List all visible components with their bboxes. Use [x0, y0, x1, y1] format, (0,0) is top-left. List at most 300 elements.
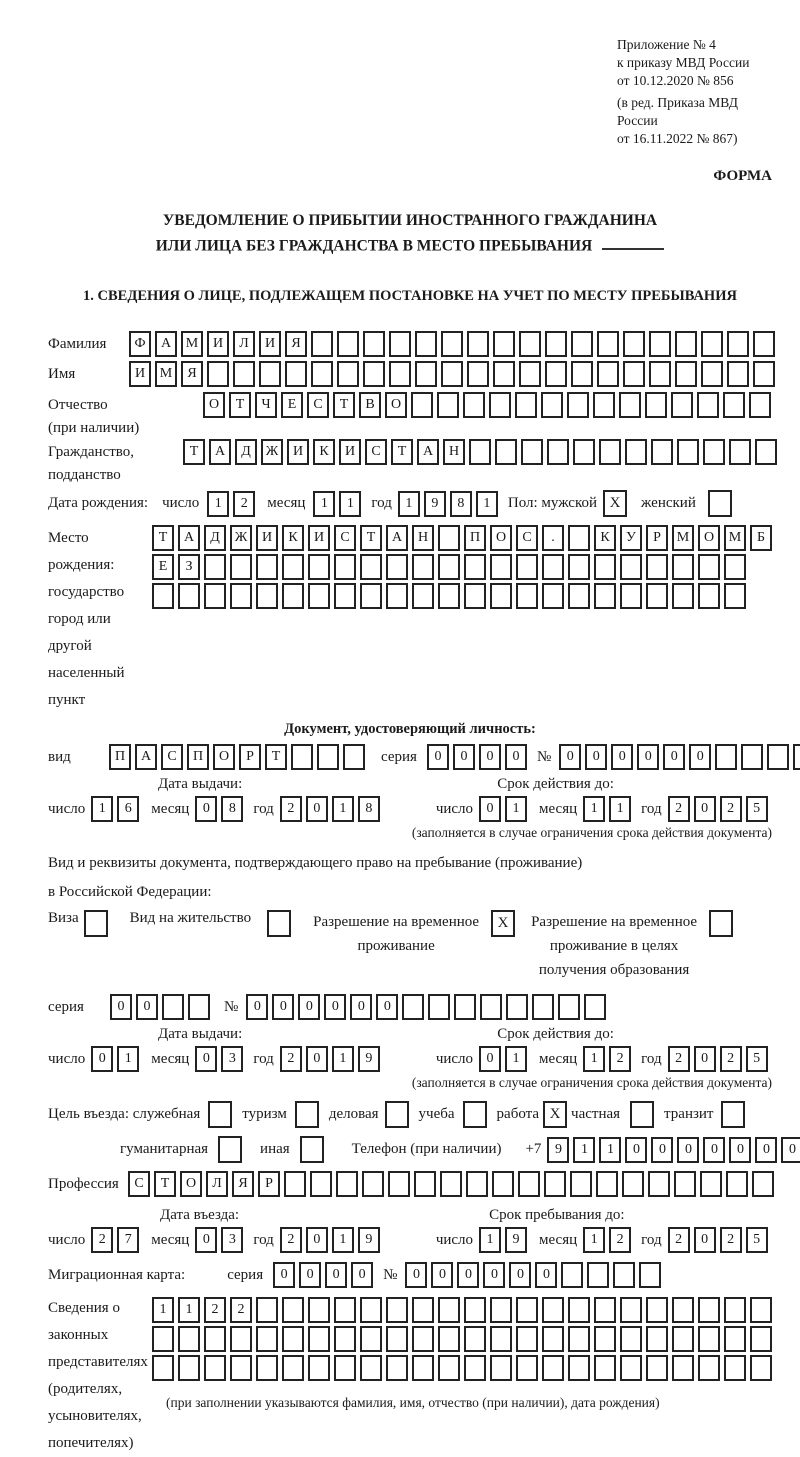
- char-cell[interactable]: [675, 331, 697, 357]
- char-cell[interactable]: [558, 994, 580, 1020]
- char-cell[interactable]: [415, 361, 437, 387]
- char-cell[interactable]: [438, 525, 460, 551]
- char-cell[interactable]: [256, 1297, 278, 1323]
- char-cell[interactable]: [490, 1355, 512, 1381]
- char-cell[interactable]: [466, 1171, 488, 1197]
- char-cell[interactable]: 2: [609, 1227, 631, 1253]
- char-cell[interactable]: [489, 392, 511, 418]
- char-cell[interactable]: [178, 1355, 200, 1381]
- char-cell[interactable]: [518, 1171, 540, 1197]
- char-cell[interactable]: [337, 361, 359, 387]
- char-cell[interactable]: [386, 1297, 408, 1323]
- char-cell[interactable]: 2: [609, 1046, 631, 1072]
- char-cell[interactable]: 0: [273, 1262, 295, 1288]
- char-cell[interactable]: [490, 1297, 512, 1323]
- char-cell[interactable]: [414, 1171, 436, 1197]
- sex-male-checkbox[interactable]: X: [603, 490, 627, 517]
- char-cell[interactable]: [204, 1355, 226, 1381]
- char-cell[interactable]: [334, 1297, 356, 1323]
- char-cell[interactable]: [204, 583, 226, 609]
- char-cell[interactable]: И: [259, 331, 281, 357]
- char-cell[interactable]: [613, 1262, 635, 1288]
- char-cell[interactable]: [646, 1297, 668, 1323]
- char-cell[interactable]: С: [516, 525, 538, 551]
- char-cell[interactable]: А: [155, 331, 177, 357]
- char-cell[interactable]: [729, 439, 751, 465]
- char-cell[interactable]: Т: [229, 392, 251, 418]
- char-cell[interactable]: [698, 554, 720, 580]
- purpose-tourism-checkbox[interactable]: [295, 1101, 319, 1128]
- char-cell[interactable]: А: [178, 525, 200, 551]
- char-cell[interactable]: Т: [154, 1171, 176, 1197]
- char-cell[interactable]: Л: [206, 1171, 228, 1197]
- char-cell[interactable]: 0: [136, 994, 158, 1020]
- char-cell[interactable]: [545, 331, 567, 357]
- char-cell[interactable]: 1: [583, 796, 605, 822]
- char-cell[interactable]: А: [417, 439, 439, 465]
- char-cell[interactable]: [620, 583, 642, 609]
- char-cell[interactable]: [587, 1262, 609, 1288]
- char-cell[interactable]: Л: [233, 331, 255, 357]
- char-cell[interactable]: К: [282, 525, 304, 551]
- char-cell[interactable]: [698, 1355, 720, 1381]
- char-cell[interactable]: [230, 1326, 252, 1352]
- char-cell[interactable]: И: [339, 439, 361, 465]
- char-cell[interactable]: Т: [183, 439, 205, 465]
- char-cell[interactable]: 1: [207, 491, 229, 517]
- char-cell[interactable]: [464, 1326, 486, 1352]
- char-cell[interactable]: [308, 1297, 330, 1323]
- char-cell[interactable]: [568, 583, 590, 609]
- char-cell[interactable]: .: [542, 525, 564, 551]
- char-cell[interactable]: 1: [479, 1227, 501, 1253]
- char-cell[interactable]: 2: [720, 1227, 742, 1253]
- char-cell[interactable]: И: [287, 439, 309, 465]
- char-cell[interactable]: [256, 1326, 278, 1352]
- char-cell[interactable]: [724, 1297, 746, 1323]
- char-cell[interactable]: [727, 331, 749, 357]
- char-cell[interactable]: [645, 392, 667, 418]
- char-cell[interactable]: [152, 1326, 174, 1352]
- char-cell[interactable]: [233, 361, 255, 387]
- char-cell[interactable]: О: [213, 744, 235, 770]
- char-cell[interactable]: 2: [280, 796, 302, 822]
- char-cell[interactable]: 1: [573, 1137, 595, 1163]
- purpose-work-checkbox[interactable]: X: [543, 1101, 567, 1128]
- char-cell[interactable]: 0: [299, 1262, 321, 1288]
- char-cell[interactable]: [402, 994, 424, 1020]
- char-cell[interactable]: 1: [505, 796, 527, 822]
- char-cell[interactable]: [755, 439, 777, 465]
- char-cell[interactable]: [490, 1326, 512, 1352]
- char-cell[interactable]: Ф: [129, 331, 151, 357]
- char-cell[interactable]: 0: [479, 796, 501, 822]
- char-cell[interactable]: Д: [204, 525, 226, 551]
- purpose-business-checkbox[interactable]: [385, 1101, 409, 1128]
- char-cell[interactable]: [593, 392, 615, 418]
- char-cell[interactable]: [542, 583, 564, 609]
- char-cell[interactable]: Е: [152, 554, 174, 580]
- visa-checkbox[interactable]: [84, 910, 108, 937]
- char-cell[interactable]: [568, 1297, 590, 1323]
- char-cell[interactable]: [282, 583, 304, 609]
- char-cell[interactable]: [317, 744, 339, 770]
- char-cell[interactable]: [701, 361, 723, 387]
- char-cell[interactable]: 0: [694, 1046, 716, 1072]
- char-cell[interactable]: [256, 583, 278, 609]
- char-cell[interactable]: [334, 1326, 356, 1352]
- char-cell[interactable]: 2: [204, 1297, 226, 1323]
- char-cell[interactable]: Т: [360, 525, 382, 551]
- char-cell[interactable]: Р: [646, 525, 668, 551]
- char-cell[interactable]: [308, 1355, 330, 1381]
- char-cell[interactable]: [285, 361, 307, 387]
- purpose-official-checkbox[interactable]: [208, 1101, 232, 1128]
- char-cell[interactable]: 0: [110, 994, 132, 1020]
- char-cell[interactable]: [646, 554, 668, 580]
- char-cell[interactable]: [698, 583, 720, 609]
- char-cell[interactable]: М: [672, 525, 694, 551]
- char-cell[interactable]: 0: [755, 1137, 777, 1163]
- char-cell[interactable]: [532, 994, 554, 1020]
- char-cell[interactable]: [648, 1171, 670, 1197]
- char-cell[interactable]: В: [359, 392, 381, 418]
- char-cell[interactable]: С: [128, 1171, 150, 1197]
- char-cell[interactable]: П: [187, 744, 209, 770]
- char-cell[interactable]: [386, 1326, 408, 1352]
- char-cell[interactable]: [749, 392, 771, 418]
- char-cell[interactable]: [438, 1355, 460, 1381]
- char-cell[interactable]: 1: [505, 1046, 527, 1072]
- char-cell[interactable]: [767, 744, 789, 770]
- char-cell[interactable]: У: [620, 525, 642, 551]
- char-cell[interactable]: [308, 554, 330, 580]
- char-cell[interactable]: [597, 331, 619, 357]
- char-cell[interactable]: 9: [358, 1227, 380, 1253]
- char-cell[interactable]: 1: [599, 1137, 621, 1163]
- char-cell[interactable]: А: [386, 525, 408, 551]
- char-cell[interactable]: 1: [339, 491, 361, 517]
- char-cell[interactable]: [519, 361, 541, 387]
- char-cell[interactable]: 6: [117, 796, 139, 822]
- char-cell[interactable]: [441, 361, 463, 387]
- char-cell[interactable]: [623, 361, 645, 387]
- char-cell[interactable]: [337, 331, 359, 357]
- char-cell[interactable]: [545, 361, 567, 387]
- char-cell[interactable]: [542, 554, 564, 580]
- char-cell[interactable]: А: [135, 744, 157, 770]
- char-cell[interactable]: [360, 1326, 382, 1352]
- char-cell[interactable]: [516, 554, 538, 580]
- char-cell[interactable]: [519, 331, 541, 357]
- char-cell[interactable]: [753, 361, 775, 387]
- char-cell[interactable]: 1: [476, 491, 498, 517]
- char-cell[interactable]: [463, 392, 485, 418]
- char-cell[interactable]: Б: [750, 525, 772, 551]
- char-cell[interactable]: [389, 361, 411, 387]
- char-cell[interactable]: [386, 1355, 408, 1381]
- char-cell[interactable]: Т: [391, 439, 413, 465]
- char-cell[interactable]: 0: [611, 744, 633, 770]
- char-cell[interactable]: [467, 361, 489, 387]
- char-cell[interactable]: [308, 583, 330, 609]
- char-cell[interactable]: 1: [398, 491, 420, 517]
- char-cell[interactable]: [649, 361, 671, 387]
- char-cell[interactable]: [547, 439, 569, 465]
- char-cell[interactable]: [362, 1171, 384, 1197]
- char-cell[interactable]: 2: [720, 796, 742, 822]
- char-cell[interactable]: [204, 554, 226, 580]
- char-cell[interactable]: 0: [625, 1137, 647, 1163]
- char-cell[interactable]: С: [334, 525, 356, 551]
- char-cell[interactable]: 0: [431, 1262, 453, 1288]
- char-cell[interactable]: [568, 554, 590, 580]
- char-cell[interactable]: Ч: [255, 392, 277, 418]
- char-cell[interactable]: 2: [280, 1046, 302, 1072]
- char-cell[interactable]: [386, 583, 408, 609]
- char-cell[interactable]: 0: [637, 744, 659, 770]
- char-cell[interactable]: [573, 439, 595, 465]
- char-cell[interactable]: [697, 392, 719, 418]
- char-cell[interactable]: [412, 554, 434, 580]
- char-cell[interactable]: Я: [285, 331, 307, 357]
- char-cell[interactable]: 0: [729, 1137, 751, 1163]
- char-cell[interactable]: 0: [91, 1046, 113, 1072]
- char-cell[interactable]: 0: [195, 1227, 217, 1253]
- char-cell[interactable]: 0: [559, 744, 581, 770]
- char-cell[interactable]: [594, 1326, 616, 1352]
- char-cell[interactable]: 0: [677, 1137, 699, 1163]
- char-cell[interactable]: [311, 331, 333, 357]
- char-cell[interactable]: [698, 1326, 720, 1352]
- char-cell[interactable]: К: [594, 525, 616, 551]
- char-cell[interactable]: [506, 994, 528, 1020]
- char-cell[interactable]: [438, 1297, 460, 1323]
- char-cell[interactable]: 0: [246, 994, 268, 1020]
- char-cell[interactable]: [363, 331, 385, 357]
- char-cell[interactable]: [178, 583, 200, 609]
- char-cell[interactable]: [516, 1297, 538, 1323]
- sex-female-checkbox[interactable]: [708, 490, 732, 517]
- char-cell[interactable]: [310, 1171, 332, 1197]
- char-cell[interactable]: [726, 1171, 748, 1197]
- char-cell[interactable]: [480, 994, 502, 1020]
- char-cell[interactable]: [571, 361, 593, 387]
- char-cell[interactable]: 0: [306, 1227, 328, 1253]
- char-cell[interactable]: 0: [324, 994, 346, 1020]
- char-cell[interactable]: 5: [746, 1227, 768, 1253]
- char-cell[interactable]: 0: [505, 744, 527, 770]
- char-cell[interactable]: [752, 1171, 774, 1197]
- char-cell[interactable]: [727, 361, 749, 387]
- char-cell[interactable]: [412, 1326, 434, 1352]
- char-cell[interactable]: Е: [281, 392, 303, 418]
- char-cell[interactable]: К: [313, 439, 335, 465]
- char-cell[interactable]: Т: [333, 392, 355, 418]
- purpose-humanitarian-checkbox[interactable]: [218, 1136, 242, 1163]
- char-cell[interactable]: 0: [651, 1137, 673, 1163]
- char-cell[interactable]: О: [203, 392, 225, 418]
- char-cell[interactable]: [334, 1355, 356, 1381]
- char-cell[interactable]: 0: [298, 994, 320, 1020]
- char-cell[interactable]: 2: [668, 796, 690, 822]
- char-cell[interactable]: [701, 331, 723, 357]
- char-cell[interactable]: [282, 554, 304, 580]
- char-cell[interactable]: [334, 554, 356, 580]
- char-cell[interactable]: [515, 392, 537, 418]
- char-cell[interactable]: [723, 392, 745, 418]
- char-cell[interactable]: [490, 583, 512, 609]
- char-cell[interactable]: 1: [583, 1046, 605, 1072]
- char-cell[interactable]: М: [181, 331, 203, 357]
- char-cell[interactable]: [411, 392, 433, 418]
- char-cell[interactable]: 8: [358, 796, 380, 822]
- char-cell[interactable]: [672, 1326, 694, 1352]
- purpose-other-checkbox[interactable]: [300, 1136, 324, 1163]
- char-cell[interactable]: [440, 1171, 462, 1197]
- temp-residence-edu-checkbox[interactable]: [709, 910, 733, 937]
- char-cell[interactable]: 2: [230, 1297, 252, 1323]
- char-cell[interactable]: [412, 583, 434, 609]
- char-cell[interactable]: [388, 1171, 410, 1197]
- char-cell[interactable]: [646, 583, 668, 609]
- char-cell[interactable]: И: [129, 361, 151, 387]
- char-cell[interactable]: [672, 1355, 694, 1381]
- char-cell[interactable]: [620, 1297, 642, 1323]
- char-cell[interactable]: [464, 1297, 486, 1323]
- char-cell[interactable]: [230, 554, 252, 580]
- char-cell[interactable]: [360, 583, 382, 609]
- char-cell[interactable]: 0: [479, 744, 501, 770]
- char-cell[interactable]: [674, 1171, 696, 1197]
- char-cell[interactable]: 0: [272, 994, 294, 1020]
- char-cell[interactable]: [724, 1355, 746, 1381]
- char-cell[interactable]: [753, 331, 775, 357]
- char-cell[interactable]: [162, 994, 184, 1020]
- char-cell[interactable]: Р: [239, 744, 261, 770]
- char-cell[interactable]: [256, 1355, 278, 1381]
- char-cell[interactable]: [561, 1262, 583, 1288]
- char-cell[interactable]: П: [464, 525, 486, 551]
- char-cell[interactable]: [230, 1355, 252, 1381]
- char-cell[interactable]: 1: [583, 1227, 605, 1253]
- char-cell[interactable]: 2: [668, 1046, 690, 1072]
- char-cell[interactable]: [152, 583, 174, 609]
- char-cell[interactable]: 9: [424, 491, 446, 517]
- char-cell[interactable]: [672, 1297, 694, 1323]
- char-cell[interactable]: 9: [547, 1137, 569, 1163]
- char-cell[interactable]: [594, 554, 616, 580]
- char-cell[interactable]: 0: [405, 1262, 427, 1288]
- char-cell[interactable]: [724, 554, 746, 580]
- char-cell[interactable]: [464, 554, 486, 580]
- char-cell[interactable]: 0: [325, 1262, 347, 1288]
- char-cell[interactable]: С: [161, 744, 183, 770]
- char-cell[interactable]: [622, 1171, 644, 1197]
- char-cell[interactable]: [750, 1297, 772, 1323]
- char-cell[interactable]: [343, 744, 365, 770]
- char-cell[interactable]: [619, 392, 641, 418]
- char-cell[interactable]: [516, 1326, 538, 1352]
- char-cell[interactable]: [646, 1355, 668, 1381]
- char-cell[interactable]: 8: [450, 491, 472, 517]
- char-cell[interactable]: 9: [358, 1046, 380, 1072]
- char-cell[interactable]: Р: [258, 1171, 280, 1197]
- char-cell[interactable]: [793, 744, 800, 770]
- char-cell[interactable]: 2: [668, 1227, 690, 1253]
- char-cell[interactable]: [207, 361, 229, 387]
- char-cell[interactable]: [490, 554, 512, 580]
- char-cell[interactable]: [282, 1355, 304, 1381]
- char-cell[interactable]: П: [109, 744, 131, 770]
- char-cell[interactable]: Д: [235, 439, 257, 465]
- char-cell[interactable]: [516, 583, 538, 609]
- char-cell[interactable]: [741, 744, 763, 770]
- char-cell[interactable]: 0: [694, 796, 716, 822]
- char-cell[interactable]: [594, 1355, 616, 1381]
- char-cell[interactable]: [671, 392, 693, 418]
- char-cell[interactable]: 3: [221, 1046, 243, 1072]
- char-cell[interactable]: 0: [509, 1262, 531, 1288]
- char-cell[interactable]: 2: [280, 1227, 302, 1253]
- char-cell[interactable]: Т: [265, 744, 287, 770]
- char-cell[interactable]: [620, 554, 642, 580]
- purpose-private-checkbox[interactable]: [630, 1101, 654, 1128]
- char-cell[interactable]: [360, 554, 382, 580]
- char-cell[interactable]: 2: [720, 1046, 742, 1072]
- char-cell[interactable]: [698, 1297, 720, 1323]
- char-cell[interactable]: 0: [457, 1262, 479, 1288]
- char-cell[interactable]: [567, 392, 589, 418]
- char-cell[interactable]: [646, 1326, 668, 1352]
- char-cell[interactable]: [188, 994, 210, 1020]
- char-cell[interactable]: Я: [232, 1171, 254, 1197]
- char-cell[interactable]: [516, 1355, 538, 1381]
- char-cell[interactable]: [336, 1171, 358, 1197]
- char-cell[interactable]: [360, 1355, 382, 1381]
- char-cell[interactable]: [750, 1326, 772, 1352]
- char-cell[interactable]: [259, 361, 281, 387]
- char-cell[interactable]: [464, 583, 486, 609]
- char-cell[interactable]: [230, 583, 252, 609]
- char-cell[interactable]: Н: [443, 439, 465, 465]
- char-cell[interactable]: 1: [117, 1046, 139, 1072]
- char-cell[interactable]: М: [724, 525, 746, 551]
- char-cell[interactable]: [594, 1297, 616, 1323]
- char-cell[interactable]: 0: [453, 744, 475, 770]
- char-cell[interactable]: [412, 1355, 434, 1381]
- char-cell[interactable]: [542, 1355, 564, 1381]
- char-cell[interactable]: А: [209, 439, 231, 465]
- char-cell[interactable]: И: [308, 525, 330, 551]
- char-cell[interactable]: [492, 1171, 514, 1197]
- char-cell[interactable]: 8: [221, 796, 243, 822]
- char-cell[interactable]: 0: [535, 1262, 557, 1288]
- char-cell[interactable]: 0: [479, 1046, 501, 1072]
- char-cell[interactable]: [415, 331, 437, 357]
- purpose-study-checkbox[interactable]: [463, 1101, 487, 1128]
- char-cell[interactable]: [715, 744, 737, 770]
- char-cell[interactable]: [454, 994, 476, 1020]
- char-cell[interactable]: 0: [694, 1227, 716, 1253]
- char-cell[interactable]: 5: [746, 796, 768, 822]
- char-cell[interactable]: 0: [350, 994, 372, 1020]
- char-cell[interactable]: [570, 1171, 592, 1197]
- char-cell[interactable]: Ж: [230, 525, 252, 551]
- char-cell[interactable]: [469, 439, 491, 465]
- char-cell[interactable]: [493, 361, 515, 387]
- char-cell[interactable]: [493, 331, 515, 357]
